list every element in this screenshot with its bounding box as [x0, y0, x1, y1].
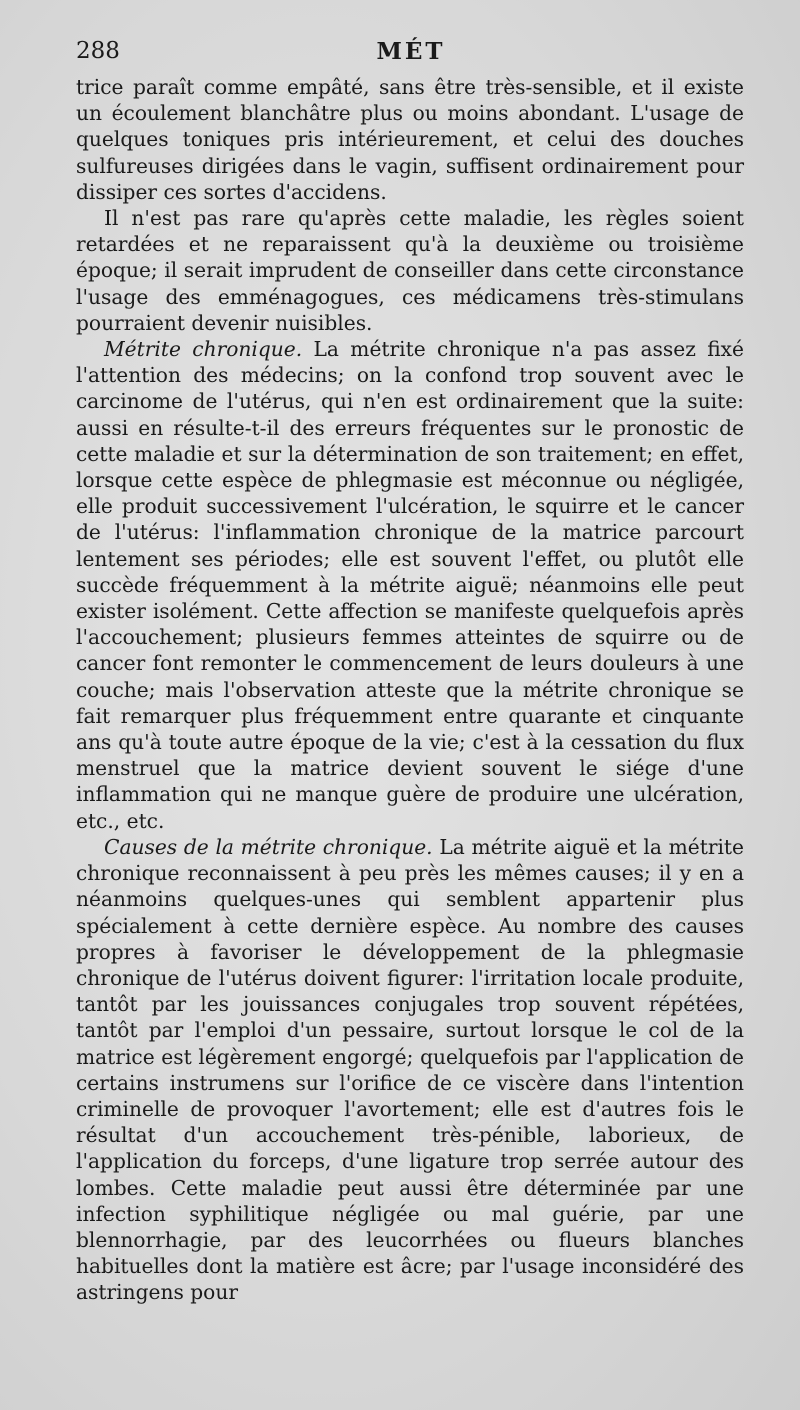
section-heading: Causes de la métrite chronique. — [104, 834, 433, 859]
page-number: 288 — [76, 38, 120, 64]
page-header — [76, 38, 746, 72]
paragraph — [76, 205, 744, 336]
paragraph-text: La métrite aiguë et la métrite chronique reconnaissent à peu près les mêmes causes; il y en a néanmoins quelques-unes qui semblent appartenir plus spécialement à cette dernière espèce. Au nombre des causes propres à favoriser le développement de la phlegmasie chronique de l'utérus doivent figurer: l'irritation locale produite, tantôt par les jouissances conjugales trop souvent répétées, tantôt par l'emploi d'un pessaire, surtout lorsque le col de la matrice est légèrement engorgé; quelquefois par l'application de certains instrumens sur l'orifice de ce viscère dans l'intention criminelle de provoquer l'avortement; elle est d'autres fois le résultat d'un accouchement très-pénible, laborieux, de l'application du forceps, d'une ligature trop serrée autour des lombes. Cette maladie peut aussi être déterminée par une infection syphilitique négligée ou mal guérie, par une blennorrhagie, par des leucorrhées ou flueurs blanches habituelles dont la matière est âcre; par l'usage inconsidéré des astringens pour — [76, 834, 744, 1305]
paragraph — [76, 336, 744, 834]
paragraph — [76, 834, 744, 1306]
paragraph-text: La métrite chronique n'a pas assez fixé l'attention des médecins; on la confond trop souvent avec le carcinome de l'utérus, qui n'en est ordinairement que la suite: aussi en résulte-t-il des erreurs fréquentes sur le pronostic de cette maladie et sur la détermination de son traitement; en effet, lorsque cette espèce de phlegmasie est méconnue ou négligée, elle produit successivement l'ulcération, le squirre et le cancer de l'utérus: l'inflammation chronique de la matrice parcourt lentement ses périodes; elle est souvent l'effet, ou plutôt elle succède fréquemment à la métrite aiguë; néanmoins elle peut exister isolément. Cette affection se manifeste quelquefois après l'accouchement; plusieurs femmes atteintes de squirre ou de cancer font remonter le commencement de leurs douleurs à une couche; mais l'observation atteste que la métrite chronique se fait remarquer plus fréquemment entre quarante et cinquante ans qu'à toute autre époque de la vie; c'est à la cessation du flux menstruel que la matrice devient souvent le siége d'une inflammation qui ne manque guère de produire une ulcération, etc., etc. — [76, 337, 744, 833]
body-text — [76, 74, 744, 1306]
paragraph — [76, 74, 744, 205]
section-heading: Métrite chronique. — [104, 337, 303, 362]
paragraph-text: trice paraît comme empâté, sans être très-sensible, et il existe un écoulement blanchâtre plus ou moins abondant. L'usage de quelques toniques pris intérieurement, et celui des douches sulfureuses dirigées dans le vagin, suffisent ordinairement pour dissiper ces sortes d'accidens. — [76, 75, 744, 204]
running-head: MÉT — [376, 38, 446, 65]
paragraph-text: Il n'est pas rare qu'après cette maladie, les règles soient retardées et ne reparaissent qu'à la deuxième ou troisième époque; il serait imprudent de conseiller dans cette circonstance l'usage des emménagogues, ces médicamens très-stimulans pourraient devenir nuisibles. — [76, 206, 744, 335]
